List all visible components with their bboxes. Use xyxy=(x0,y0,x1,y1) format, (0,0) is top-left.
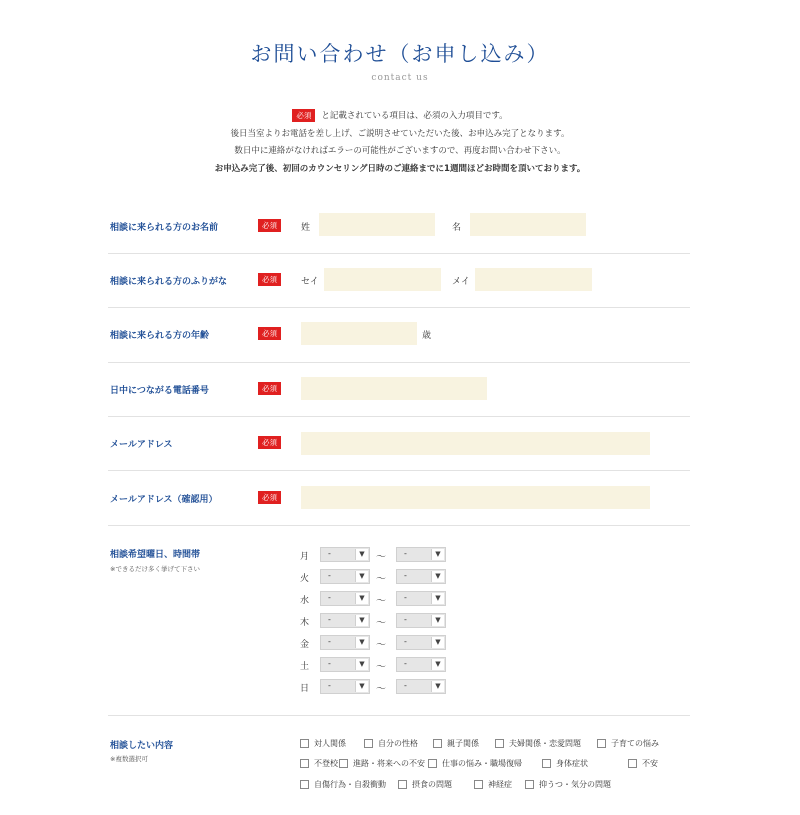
topic-label: 夫婦関係・恋愛問題 xyxy=(509,739,581,748)
form-row-email xyxy=(108,416,690,471)
topic-label: 抑うつ・気分の問題 xyxy=(539,780,611,789)
topic-checkbox[interactable] xyxy=(339,758,425,769)
required-badge: 必須 xyxy=(292,109,315,122)
first-name-input[interactable] xyxy=(470,213,586,236)
day-label: 日 xyxy=(300,684,310,694)
topic-checkbox[interactable] xyxy=(474,779,512,790)
end-time-select[interactable] xyxy=(396,635,446,650)
topic-checkbox[interactable] xyxy=(398,779,452,790)
form-row-email-confirm xyxy=(108,470,690,526)
form-row-age xyxy=(108,307,690,363)
topic-label: 自分の性格 xyxy=(378,739,418,748)
first-name-label: 名 xyxy=(452,223,462,233)
end-time-select[interactable] xyxy=(396,613,446,628)
email-confirm-input[interactable] xyxy=(301,486,650,509)
topic-checkbox[interactable] xyxy=(300,758,338,769)
start-time-select[interactable] xyxy=(320,591,370,606)
chevron-down-icon: ▼ xyxy=(355,593,368,604)
start-time-value: - xyxy=(328,681,331,690)
intro-line-1 xyxy=(0,108,800,126)
topics-label: 相談したい内容 xyxy=(110,741,174,751)
topic-checkbox[interactable] xyxy=(300,779,386,790)
topic-label: 身体症状 xyxy=(556,759,588,768)
day-label: 金 xyxy=(300,640,310,650)
schedule-label: 相談希望曜日、時間帯 xyxy=(110,550,201,560)
end-time-select[interactable] xyxy=(396,547,446,562)
start-time-select[interactable] xyxy=(320,613,370,628)
start-time-value: - xyxy=(328,659,331,668)
form-row-phone xyxy=(108,362,690,417)
age-label: 相談に来られる方の年齢 xyxy=(110,331,210,341)
checkbox-icon[interactable] xyxy=(300,739,309,748)
name-label: 相談に来られる方のお名前 xyxy=(110,223,219,233)
topic-label: 親子関係 xyxy=(447,739,479,748)
topic-label: 子育ての悩み xyxy=(611,739,659,748)
chevron-down-icon: ▼ xyxy=(431,593,444,604)
topic-checkbox[interactable] xyxy=(628,758,658,769)
checkbox-icon[interactable] xyxy=(542,759,551,768)
start-time-value: - xyxy=(328,637,331,646)
checkbox-icon[interactable] xyxy=(364,739,373,748)
topic-label: 進路・将来への不安 xyxy=(353,759,425,768)
end-time-value: - xyxy=(404,549,407,558)
start-time-value: - xyxy=(328,571,331,580)
end-time-value: - xyxy=(404,615,407,624)
tilde-separator: 〜 xyxy=(376,618,386,629)
age-input[interactable] xyxy=(301,322,417,345)
tilde-separator: 〜 xyxy=(376,640,386,651)
end-time-value: - xyxy=(404,659,407,668)
chevron-down-icon: ▼ xyxy=(431,571,444,582)
topic-checkbox[interactable] xyxy=(428,758,522,769)
schedule-note: ※できるだけ多く挙げて下さい xyxy=(110,565,200,573)
email-label: メールアドレス xyxy=(110,440,173,450)
chevron-down-icon: ▼ xyxy=(355,549,368,560)
start-time-select[interactable] xyxy=(320,679,370,694)
end-time-select[interactable] xyxy=(396,591,446,606)
checkbox-icon[interactable] xyxy=(428,759,437,768)
required-badge: 必須 xyxy=(258,327,281,340)
phone-input[interactable] xyxy=(301,377,487,400)
form-row-kana xyxy=(108,253,690,308)
topic-checkbox[interactable] xyxy=(364,738,418,749)
last-name-input[interactable] xyxy=(319,213,435,236)
day-label: 木 xyxy=(300,618,310,628)
age-unit: 歳 xyxy=(422,331,432,341)
chevron-down-icon: ▼ xyxy=(355,681,368,692)
tilde-separator: 〜 xyxy=(376,574,386,585)
chevron-down-icon: ▼ xyxy=(355,615,368,626)
page-title: お問い合わせ（お申し込み） xyxy=(250,42,550,66)
checkbox-icon[interactable] xyxy=(597,739,606,748)
end-time-value: - xyxy=(404,593,407,602)
tilde-separator: 〜 xyxy=(376,662,386,673)
checkbox-icon[interactable] xyxy=(300,780,309,789)
checkbox-icon[interactable] xyxy=(300,759,309,768)
intro-text xyxy=(0,108,800,178)
page-subtitle: contact us xyxy=(371,73,429,83)
chevron-down-icon: ▼ xyxy=(431,549,444,560)
last-kana-input[interactable] xyxy=(324,268,441,291)
last-name-label: 姓 xyxy=(301,223,311,233)
checkbox-icon[interactable] xyxy=(628,759,637,768)
form-row-name xyxy=(108,199,690,254)
topics-note: ※複数選択可 xyxy=(110,755,148,763)
start-time-value: - xyxy=(328,615,331,624)
day-label: 水 xyxy=(300,596,310,606)
checkbox-icon[interactable] xyxy=(525,780,534,789)
checkbox-icon[interactable] xyxy=(398,780,407,789)
checkbox-icon[interactable] xyxy=(339,759,348,768)
chevron-down-icon: ▼ xyxy=(431,681,444,692)
topic-label: 摂食の問題 xyxy=(412,780,452,789)
tilde-separator: 〜 xyxy=(376,596,386,607)
end-time-select[interactable] xyxy=(396,679,446,694)
topic-checkbox[interactable] xyxy=(597,738,659,749)
chevron-down-icon: ▼ xyxy=(431,659,444,670)
end-time-value: - xyxy=(404,637,407,646)
intro-line-1-text: と記載されている項目は、必須の入力項目です。 xyxy=(321,111,508,121)
end-time-select[interactable] xyxy=(396,569,446,584)
topic-checkbox[interactable] xyxy=(495,738,581,749)
end-time-select[interactable] xyxy=(396,657,446,672)
topic-label: 仕事の悩み・職場復帰 xyxy=(442,759,522,768)
checkbox-icon[interactable] xyxy=(474,780,483,789)
kana-label: 相談に来られる方のふりがな xyxy=(110,277,228,287)
first-kana-input[interactable] xyxy=(475,268,592,291)
last-kana-label: セイ xyxy=(301,277,319,287)
end-time-value: - xyxy=(404,681,407,690)
checkbox-icon[interactable] xyxy=(433,739,442,748)
required-badge: 必須 xyxy=(258,491,281,504)
day-label: 月 xyxy=(300,552,310,562)
topic-label: 不登校 xyxy=(314,759,338,768)
topic-label: 自傷行為・自殺衝動 xyxy=(314,780,386,789)
topic-checkbox[interactable] xyxy=(542,758,588,769)
tilde-separator: 〜 xyxy=(376,684,386,695)
start-time-select[interactable] xyxy=(320,569,370,584)
intro-line-2: 後日当室よりお電話を差し上げ、ご説明させていただいた後、お申込み完了となります。 xyxy=(230,128,570,139)
topic-label: 神経症 xyxy=(488,780,512,789)
chevron-down-icon: ▼ xyxy=(355,659,368,670)
start-time-select[interactable] xyxy=(320,635,370,650)
day-label: 土 xyxy=(300,662,310,672)
day-label: 火 xyxy=(300,574,310,584)
phone-label: 日中につながる電話番号 xyxy=(110,386,209,396)
tilde-separator: 〜 xyxy=(376,552,386,563)
intro-line-4: お申込み完了後、初回のカウンセリング日時のご連絡までに1週間ほどお時間を頂いております。 xyxy=(214,163,586,174)
email-input[interactable] xyxy=(301,432,650,455)
topic-checkbox[interactable] xyxy=(433,738,479,749)
topic-label: 不安 xyxy=(642,759,658,768)
chevron-down-icon: ▼ xyxy=(431,637,444,648)
topic-checkbox[interactable] xyxy=(525,779,611,790)
start-time-value: - xyxy=(328,549,331,558)
topic-checkbox[interactable] xyxy=(300,738,346,749)
required-badge: 必須 xyxy=(258,436,281,449)
start-time-select[interactable] xyxy=(320,657,370,672)
required-badge: 必須 xyxy=(258,219,281,232)
required-badge: 必須 xyxy=(258,273,281,286)
chevron-down-icon: ▼ xyxy=(355,637,368,648)
checkbox-icon[interactable] xyxy=(495,739,504,748)
chevron-down-icon: ▼ xyxy=(431,615,444,626)
start-time-select[interactable] xyxy=(320,547,370,562)
end-time-value: - xyxy=(404,571,407,580)
required-badge: 必須 xyxy=(258,382,281,395)
intro-line-3: 数日中に連絡がなければエラーの可能性がございますので、再度お問い合わせ下さい。 xyxy=(234,146,566,156)
topic-label: 対人関係 xyxy=(314,739,346,748)
start-time-value: - xyxy=(328,593,331,602)
chevron-down-icon: ▼ xyxy=(355,571,368,582)
first-kana-label: メイ xyxy=(452,277,470,287)
email-confirm-label: メールアドレス（確認用） xyxy=(110,495,218,505)
